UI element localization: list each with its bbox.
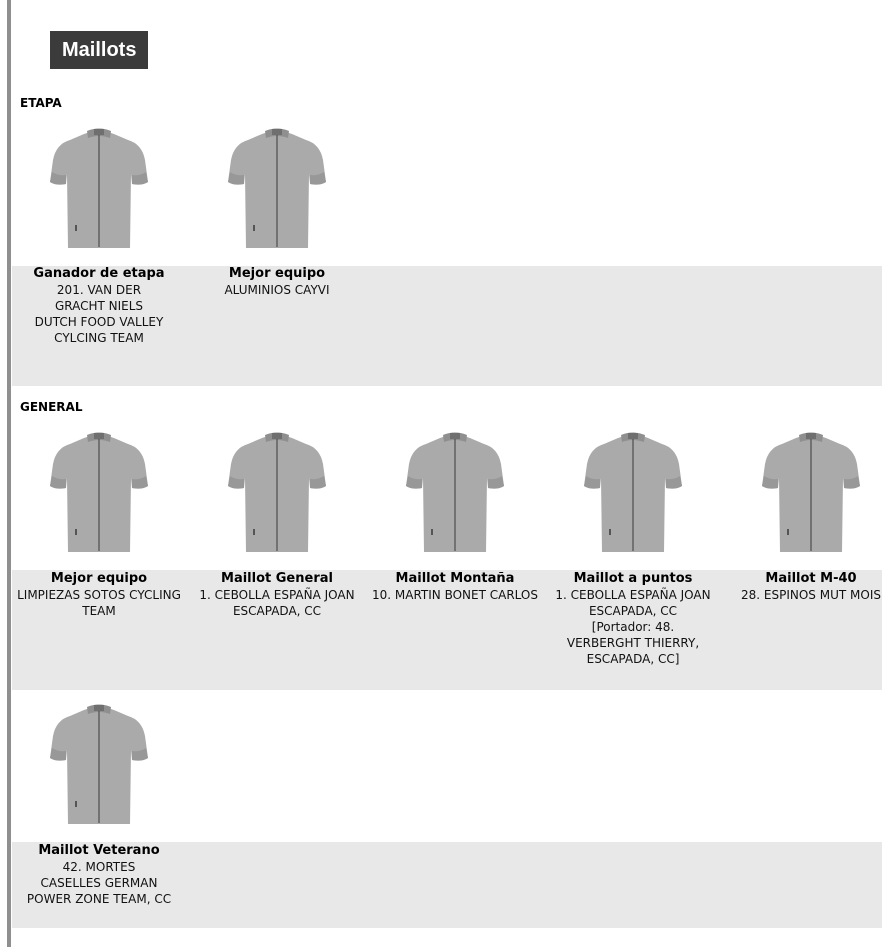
page-title: Maillots bbox=[50, 31, 148, 69]
jersey-card-holder: LIMPIEZAS SOTOS CYCLING TEAM bbox=[17, 588, 181, 618]
jersey-card-title: Mejor equipo bbox=[50, 571, 148, 586]
section-label-general: GENERAL bbox=[20, 400, 83, 414]
jersey-card-title: Maillot Veterano bbox=[38, 843, 160, 858]
jersey-card-title: Maillot General bbox=[221, 571, 333, 586]
jersey-card[interactable] bbox=[10, 430, 188, 619]
jersey-icon bbox=[222, 126, 332, 250]
jersey-icon bbox=[44, 430, 154, 554]
jersey-card-title: Maillot Montaña bbox=[395, 571, 515, 586]
jersey-icon bbox=[222, 430, 332, 554]
jersey-card[interactable] bbox=[10, 702, 188, 907]
jersey-card-holder: 1. CEBOLLA ESPAÑA JOAN ESCAPADA, CC [Portador: 48. VERBERGHT THIERRY, ESCAPADA, CC] bbox=[555, 588, 711, 666]
jersey-card-title: Maillot M-40 bbox=[765, 571, 857, 586]
jersey-card-holder: 42. MORTES CASELLES GERMAN POWER ZONE TEAM, CC bbox=[26, 860, 172, 906]
jersey-icon bbox=[578, 430, 688, 554]
jersey-card-holder: 10. MARTIN BONET CARLOS bbox=[371, 588, 538, 602]
section-label-etapa: ETAPA bbox=[20, 96, 62, 110]
jersey-icon bbox=[44, 126, 154, 250]
jersey-card[interactable] bbox=[188, 430, 366, 619]
jersey-icon bbox=[400, 430, 510, 554]
jersey-card-holder: 28. ESPINOS MUT MOIS bbox=[741, 588, 881, 602]
jersey-card-holder: 201. VAN DER GRACHT NIELS DUTCH FOOD VALLEY CYLCING TEAM bbox=[34, 283, 164, 345]
jersey-card-holder: ALUMINIOS CAYVI bbox=[224, 283, 330, 297]
jersey-card[interactable] bbox=[366, 430, 544, 603]
jersey-card-holder: 1. CEBOLLA ESPAÑA JOAN ESCAPADA, CC bbox=[199, 588, 355, 618]
jersey-card[interactable] bbox=[544, 430, 722, 667]
jersey-card-title: Maillot a puntos bbox=[573, 571, 693, 586]
jersey-card-title: Mejor equipo bbox=[228, 266, 326, 281]
jersey-card[interactable] bbox=[188, 126, 366, 298]
jersey-icon bbox=[756, 430, 866, 554]
jersey-icon bbox=[44, 702, 154, 826]
jersey-card[interactable] bbox=[722, 430, 882, 603]
jersey-card[interactable] bbox=[10, 126, 188, 346]
jersey-card-title: Ganador de etapa bbox=[33, 266, 165, 281]
